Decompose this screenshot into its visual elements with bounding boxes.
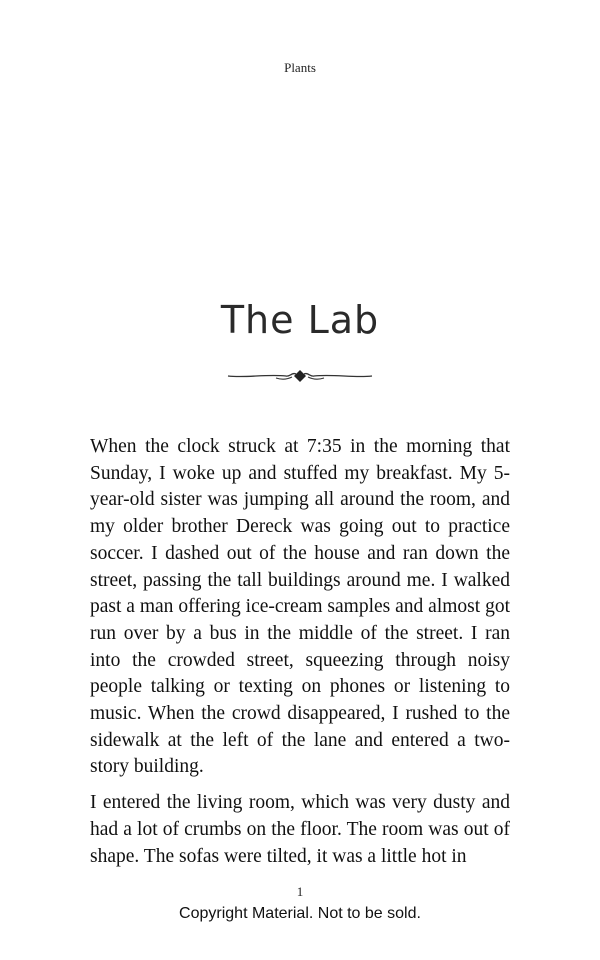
running-header: Plants — [284, 60, 316, 75]
flourish-divider-icon — [226, 366, 374, 386]
page-number: 1 — [296, 884, 304, 899]
copyright-notice: Copyright Material. Not to be sold. — [179, 905, 421, 922]
paragraph: When the clock struck at 7:35 in the morning that Sunday, I woke up and stuffed my breakfast. My 5-year-old sister was jumping all around the room, and my older brother Dereck was going out to practice soccer. I dashed out of the house and ran down the street, passing the tall buildings around me. I walked past a man offering ice-cream samples and almost got run over by a bus in the middle of the street. I ran into the crowded street, squeezing through noisy people talking or texting on phones or listening to music. When the crowd disappeared, I rushed to the sidewalk at the left of the lane and entered a two-story building. — [90, 436, 510, 778]
chapter-body — [90, 434, 510, 879]
paragraph: I entered the living room, which was very dusty and had a lot of crumbs on the floor. The room was out of shape. The sofas were tilted, it was a little hot in — [90, 792, 510, 867]
chapter-title: The Lab — [220, 298, 380, 342]
